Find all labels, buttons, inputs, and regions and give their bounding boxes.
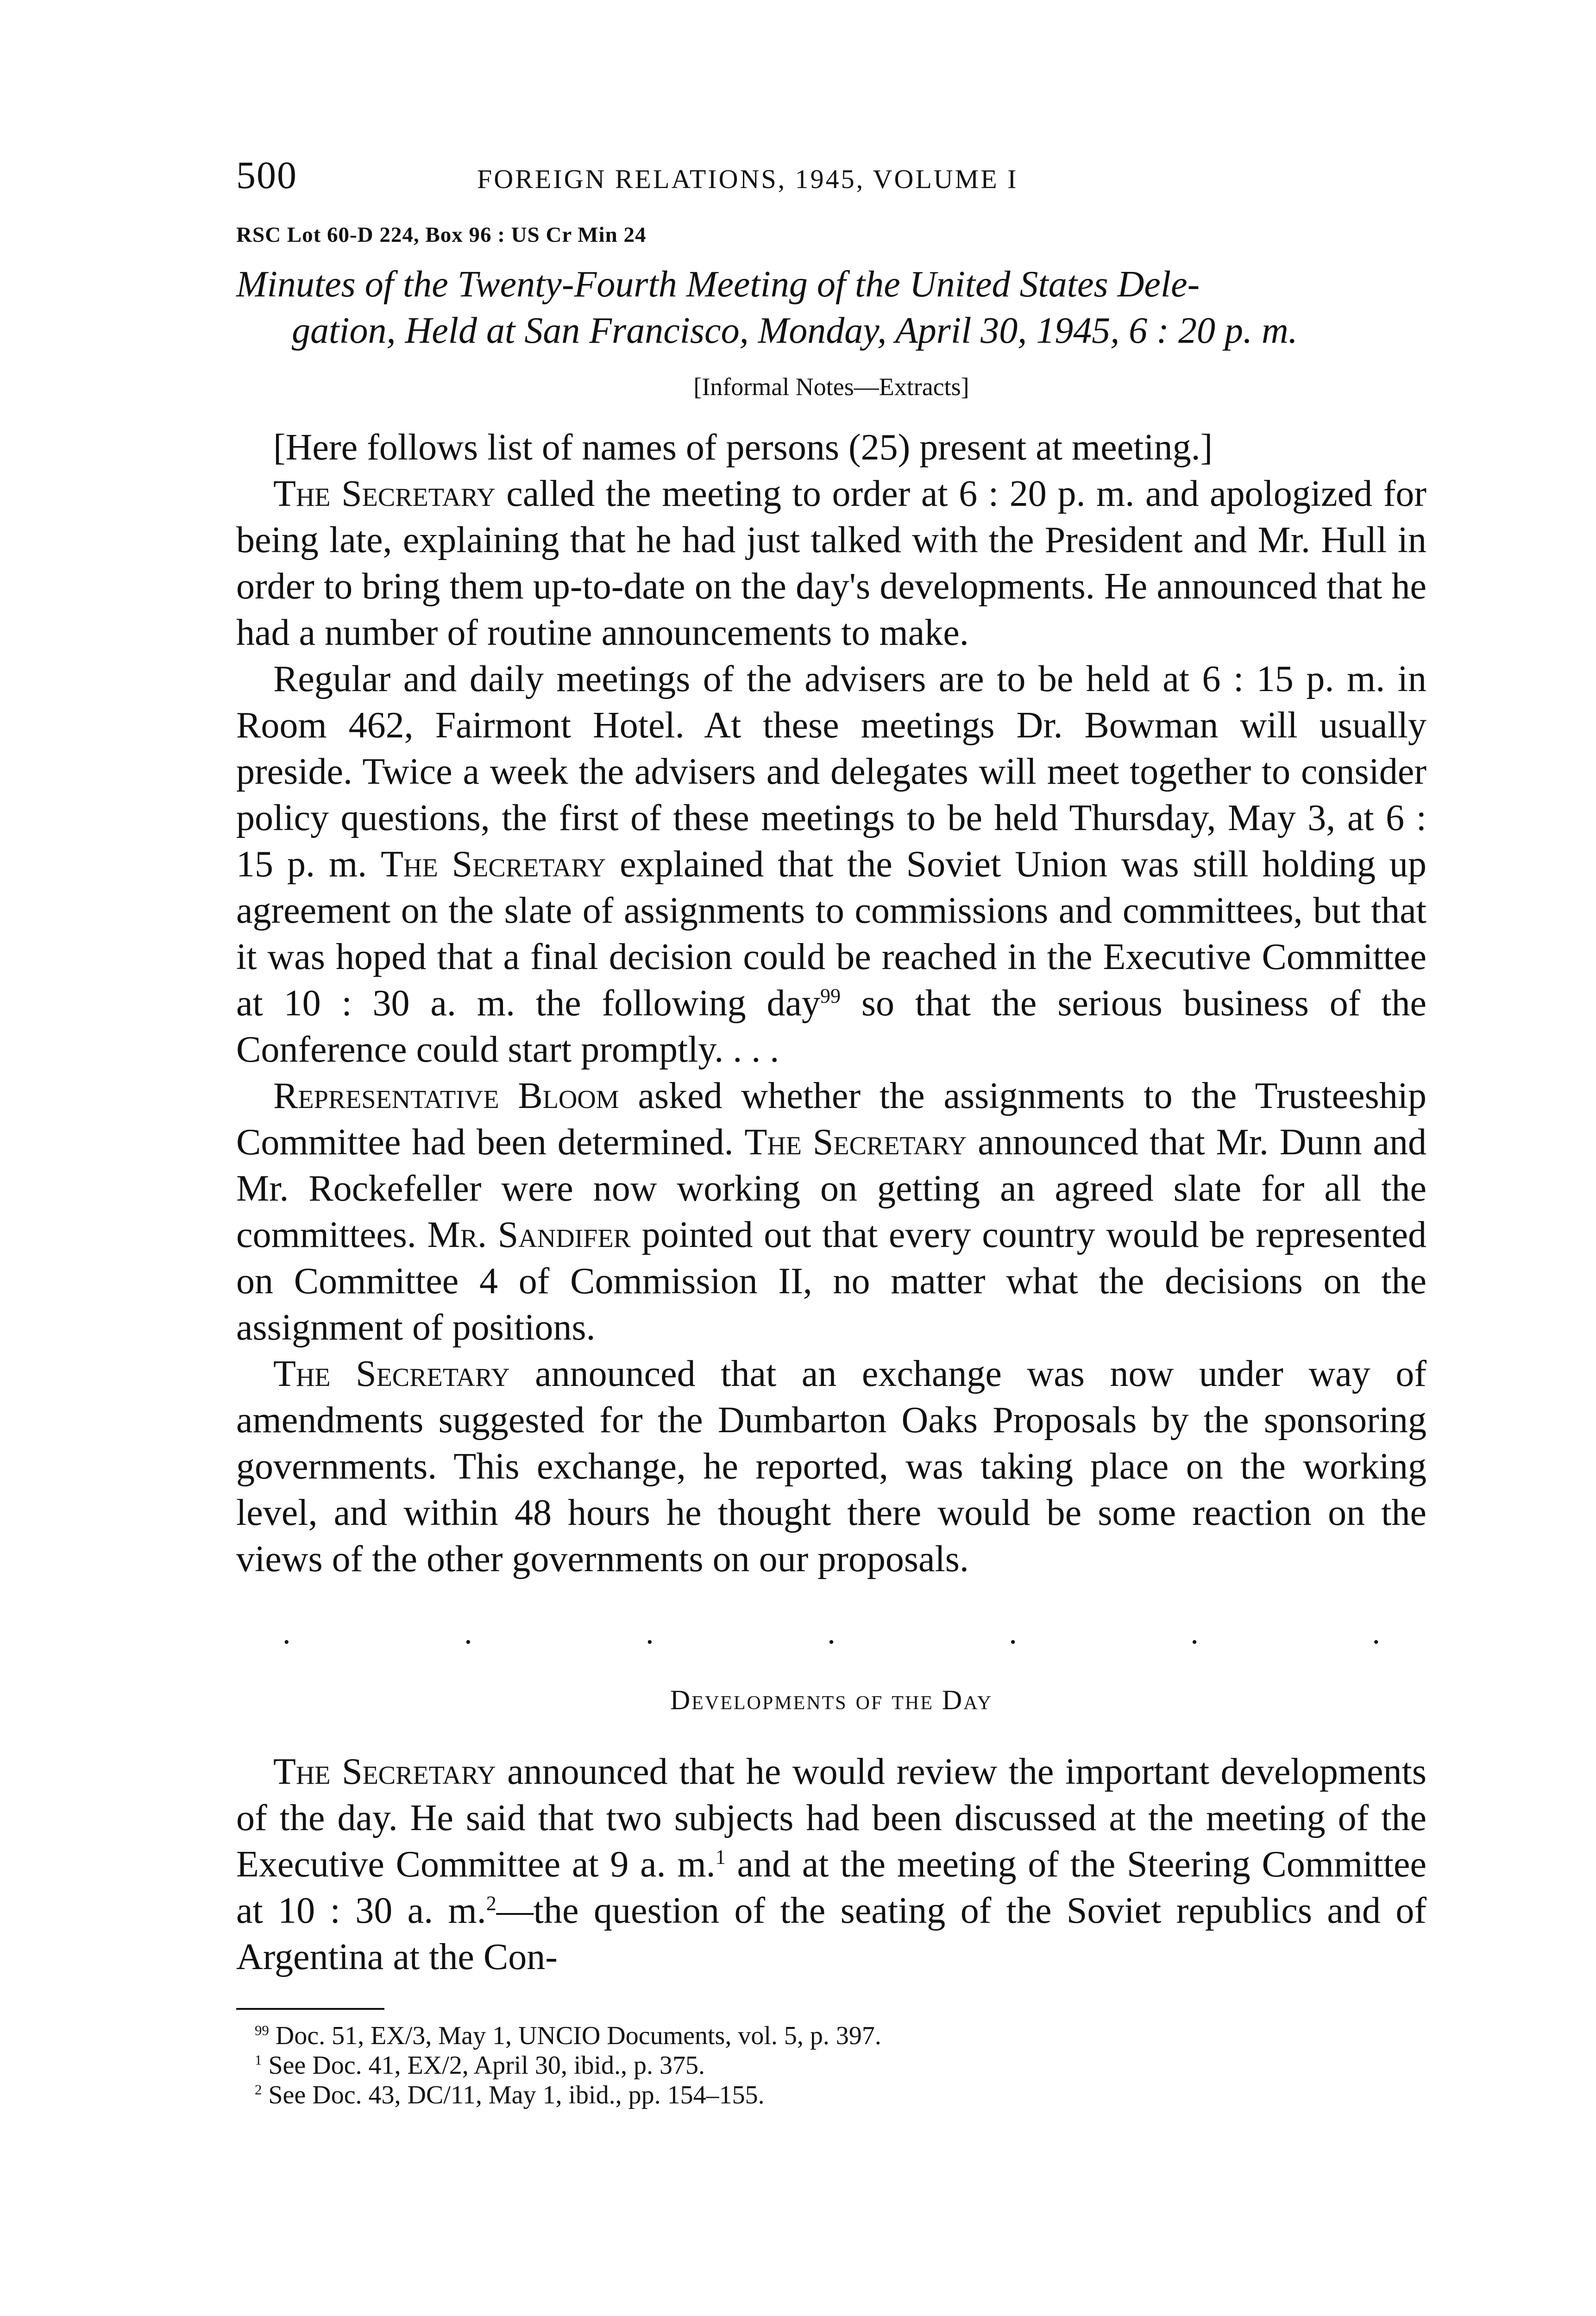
footnote-ref: 1 <box>715 1845 726 1869</box>
paragraph-text: asked whether the assignments to the Trusteeship Committee had been determined. <box>236 1076 1427 1163</box>
footnote-mark: 99 <box>255 2022 269 2039</box>
omission-dot: . <box>646 1615 654 1651</box>
paragraph-amendments <box>236 1351 1426 1582</box>
footnote-text: See Doc. 41, EX/2, April 30, ibid., p. 375. <box>268 2051 705 2080</box>
speaker-name: The Secretary <box>381 844 606 885</box>
paragraph-text: and at the meeting of the Steering Committee at 10 : 30 a. m. <box>236 1844 1427 1931</box>
footnote-text: See Doc. 43, DC/11, May 1, ibid., pp. 154–155. <box>268 2081 765 2109</box>
paragraph-text: announced that he would review the important developments of the day. He said that two subjects had been discussed at the meeting of the Executive Committee at 9 a. m. <box>236 1751 1426 1885</box>
footnote-ref: 2 <box>486 1892 496 1915</box>
title-line-2: gation, Held at San Francisco, Monday, April 30, 1945, 6 : 20 p. m. <box>292 310 1298 351</box>
paragraph-text: so that the serious business of the Conference could start promptly. . . . <box>236 983 1427 1070</box>
document-page <box>236 153 1426 2110</box>
footnote <box>236 2051 1426 2080</box>
omission-dot: . <box>1372 1615 1380 1651</box>
footnote <box>236 2021 1426 2051</box>
speaker-name: The Secretary <box>273 1353 510 1394</box>
speaker-name: Mr. Sandifer <box>427 1215 631 1255</box>
paragraph-meetings <box>236 656 1426 1073</box>
title-line-1: Minutes of the Twenty-Fourth Meeting of the United States Dele- <box>236 264 1200 305</box>
paragraph-text: explained that the Soviet Union was still holding up agreement on the slate of assignments to commissions and committees, but that it was hoped that a final decision could be reached in the Executive Committee at 10 : 30 a. m. the following day <box>236 844 1427 1024</box>
omission-dot: . <box>1190 1615 1199 1651</box>
source-reference: RSC Lot 60-D 224, Box 96 : US Cr Min 24 <box>236 223 647 247</box>
speaker-name: The Secretary <box>744 1122 967 1163</box>
paragraph-text: announced that an exchange was now under way of amendments suggested for the Dumbarton Oaks Proposals by the sponsoring governments. This exchange, he reported, was taking place on the working level, and within 48 hours he thought there would be some reaction on the views of the other governments on our proposals. <box>236 1353 1427 1580</box>
paragraph-text: pointed out that every country would be represented on Committee 4 of Commission II, no matter what the decisions on the assignment of positions. <box>236 1215 1426 1348</box>
speaker-name: The Secretary <box>273 1751 496 1792</box>
paragraph-text: Regular and daily meetings of the advisers are to be held at 6 : 15 p. m. in Room 462, Fairmont Hotel. At these meetings Dr. Bowman will usually preside. Twice a week the advisers and delegates will meet together to consider policy questions, the first of these meetings to be held Thursday, May 3, at 6 : 15 p. m. <box>236 659 1426 885</box>
omission-dot: . <box>1009 1615 1017 1651</box>
paragraph-text: called the meeting to order at 6 : 20 p. m. and apologized for being late, explaining that he had just talked with the President and Mr. Hull in order to bring them up-to-date on the day's developments. He announced that he had a number of routine announcements to make. <box>236 473 1426 653</box>
running-header <box>236 153 1426 204</box>
omission-dot: . <box>827 1615 836 1651</box>
paragraph-text: —the question of the seating of the Soviet republics and of Argentina at the Con- <box>236 1890 1426 1977</box>
paragraph-text: announced that Mr. Dunn and Mr. Rockefeller were now working on getting an agreed slate for all the committees. <box>236 1122 1427 1255</box>
omission-dot: . <box>283 1615 291 1651</box>
footnote-ref: 99 <box>820 984 841 1007</box>
section-heading: Developments of the Day <box>670 1685 993 1715</box>
footnote-divider <box>236 2008 384 2010</box>
paragraph-trusteeship <box>236 1073 1426 1351</box>
running-title: FOREIGN RELATIONS, 1945, VOLUME I <box>477 164 1018 194</box>
paragraph-attendance: [Here follows list of names of persons (25) present at meeting.] <box>273 427 1213 468</box>
document-subtitle: [Informal Notes—Extracts] <box>693 373 969 401</box>
footnote <box>236 2080 1426 2110</box>
paragraph-opening <box>236 471 1426 656</box>
paragraph-developments <box>236 1749 1426 1980</box>
document-title <box>236 261 1426 354</box>
omission-marker <box>236 1615 1426 1652</box>
omission-dot: . <box>464 1615 472 1651</box>
footnote-mark: 2 <box>255 2082 262 2098</box>
footnote-text: Doc. 51, EX/3, May 1, UNCIO Documents, vol. 5, p. 397. <box>275 2021 881 2050</box>
page-number: 500 <box>236 154 297 197</box>
footnote-mark: 1 <box>255 2052 262 2068</box>
speaker-name: The Secretary <box>273 473 496 514</box>
speaker-name: Representative Bloom <box>273 1076 619 1116</box>
